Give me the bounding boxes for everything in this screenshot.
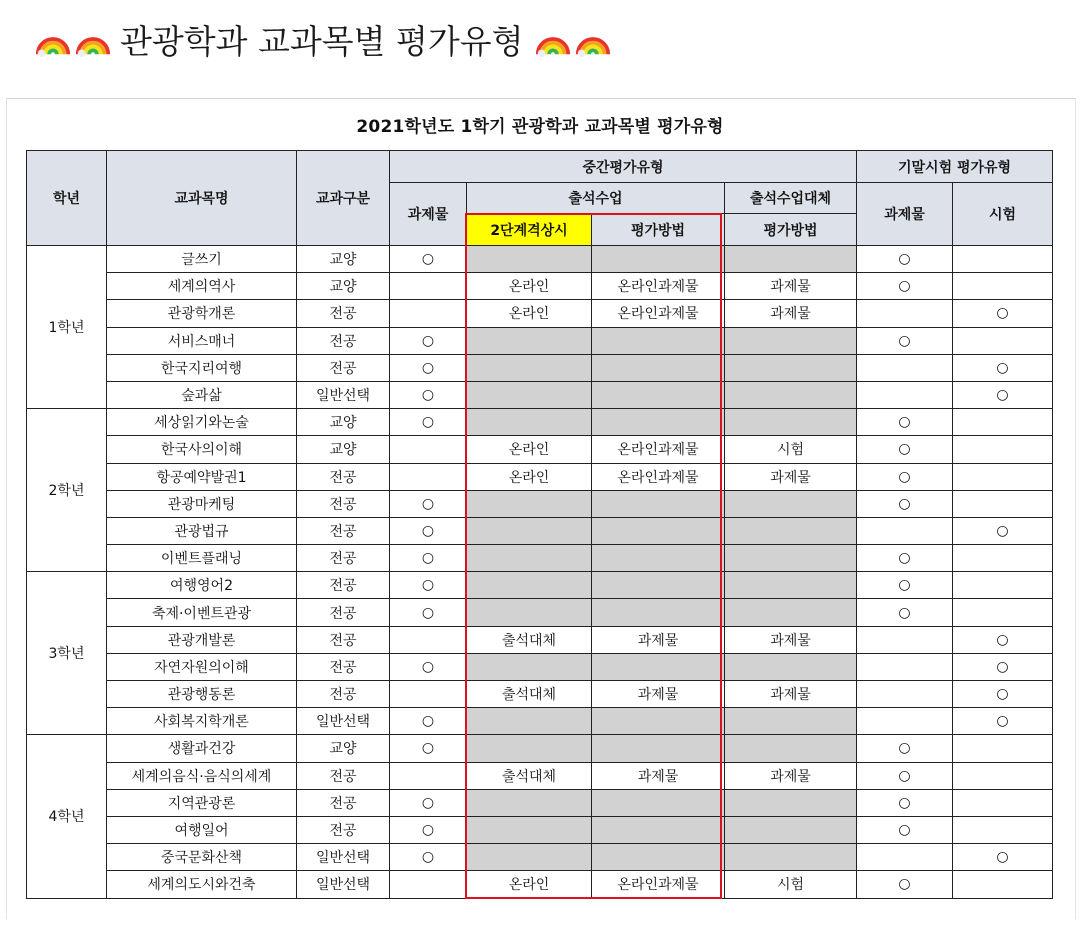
page-heading [34, 12, 614, 66]
stage2-cell [467, 789, 592, 816]
table-row [27, 653, 1053, 680]
stage2-cell [467, 844, 592, 871]
evaluation-table [26, 150, 1053, 899]
table-row [27, 871, 1053, 898]
final-exam-cell: ○ [953, 844, 1053, 871]
rainbow-icon [74, 20, 112, 58]
assignment-cell: ○ [390, 789, 467, 816]
method-cell [592, 409, 725, 436]
final-assignment-cell: ○ [857, 816, 953, 843]
method-cell [592, 545, 725, 572]
table-row [27, 409, 1053, 436]
subject-cell: 지역관광론 [107, 789, 297, 816]
category-cell: 전공 [297, 626, 390, 653]
alt-method-cell: 과제물 [725, 300, 857, 327]
stage2-cell: 출석대체 [467, 681, 592, 708]
method-cell [592, 599, 725, 626]
stage2-cell: 온라인 [467, 871, 592, 898]
assignment-cell: ○ [390, 517, 467, 544]
final-exam-cell: ○ [953, 653, 1053, 680]
table-row [27, 599, 1053, 626]
assignment-cell: ○ [390, 545, 467, 572]
header-attendance-alt: 출석수업대체 [725, 183, 857, 214]
method-cell: 과제물 [592, 626, 725, 653]
category-cell: 일반선택 [297, 381, 390, 408]
final-exam-cell [953, 816, 1053, 843]
method-cell [592, 246, 725, 273]
alt-method-cell [725, 381, 857, 408]
table-row [27, 681, 1053, 708]
assignment-cell [390, 626, 467, 653]
assignment-cell: ○ [390, 572, 467, 599]
final-assignment-cell: ○ [857, 490, 953, 517]
stage2-cell [467, 708, 592, 735]
stage2-cell [467, 381, 592, 408]
alt-method-cell: 시험 [725, 436, 857, 463]
assignment-cell [390, 681, 467, 708]
table-row [27, 354, 1053, 381]
final-assignment-cell: ○ [857, 572, 953, 599]
category-cell: 교양 [297, 409, 390, 436]
header-final-exam: 시험 [953, 183, 1053, 246]
alt-method-cell [725, 653, 857, 680]
method-cell: 온라인과제물 [592, 871, 725, 898]
table-row [27, 844, 1053, 871]
assignment-cell: ○ [390, 381, 467, 408]
final-assignment-cell [857, 653, 953, 680]
category-cell: 전공 [297, 354, 390, 381]
subject-cell: 축제·이벤트관광 [107, 599, 297, 626]
subject-cell: 중국문화산책 [107, 844, 297, 871]
alt-method-cell [725, 816, 857, 843]
stage2-cell [467, 599, 592, 626]
subject-cell: 세상읽기와논술 [107, 409, 297, 436]
assignment-cell [390, 273, 467, 300]
header-assignment: 과제물 [390, 183, 467, 246]
grade-cell: 4학년 [27, 735, 107, 898]
method-cell [592, 844, 725, 871]
table-row [27, 463, 1053, 490]
table-row [27, 762, 1053, 789]
final-exam-cell [953, 871, 1053, 898]
subject-cell: 항공예약발권1 [107, 463, 297, 490]
method-cell: 온라인과제물 [592, 436, 725, 463]
header-category: 교과구분 [297, 151, 390, 246]
final-exam-cell [953, 490, 1053, 517]
grade-cell: 3학년 [27, 572, 107, 735]
method-cell: 온라인과제물 [592, 273, 725, 300]
method-cell [592, 572, 725, 599]
alt-method-cell [725, 327, 857, 354]
final-exam-cell [953, 246, 1053, 273]
table-row [27, 246, 1053, 273]
final-assignment-cell: ○ [857, 599, 953, 626]
category-cell: 전공 [297, 300, 390, 327]
grade-cell: 1학년 [27, 246, 107, 409]
header-final-assignment: 과제물 [857, 183, 953, 246]
final-assignment-cell [857, 517, 953, 544]
final-exam-cell [953, 409, 1053, 436]
category-cell: 교양 [297, 735, 390, 762]
category-cell: 일반선택 [297, 844, 390, 871]
table-row [27, 626, 1053, 653]
table-row [27, 789, 1053, 816]
header-attendance-class: 출석수업 [467, 183, 725, 214]
category-cell: 일반선택 [297, 708, 390, 735]
table-row [27, 490, 1053, 517]
assignment-cell [390, 436, 467, 463]
table-row [27, 708, 1053, 735]
alt-method-cell: 과제물 [725, 762, 857, 789]
stage2-cell [467, 816, 592, 843]
category-cell: 전공 [297, 327, 390, 354]
final-assignment-cell [857, 300, 953, 327]
final-assignment-cell: ○ [857, 871, 953, 898]
header-stage2: 2단계격상시 [467, 214, 592, 246]
assignment-cell [390, 871, 467, 898]
final-assignment-cell: ○ [857, 409, 953, 436]
subject-cell: 세계의음식·음식의세계 [107, 762, 297, 789]
subject-cell: 자연자원의이해 [107, 653, 297, 680]
category-cell: 전공 [297, 599, 390, 626]
alt-method-cell: 과제물 [725, 273, 857, 300]
final-exam-cell [953, 735, 1053, 762]
method-cell: 과제물 [592, 681, 725, 708]
document-title: 2021학년도 1학기 관광학과 교과목별 평가유형 [356, 117, 724, 137]
alt-method-cell [725, 545, 857, 572]
subject-cell: 세계의역사 [107, 273, 297, 300]
table-row [27, 816, 1053, 843]
final-exam-cell [953, 327, 1053, 354]
grade-cell: 2학년 [27, 409, 107, 572]
final-assignment-cell: ○ [857, 735, 953, 762]
stage2-cell [467, 735, 592, 762]
method-cell [592, 708, 725, 735]
alt-method-cell: 과제물 [725, 626, 857, 653]
alt-method-cell [725, 789, 857, 816]
method-cell [592, 653, 725, 680]
assignment-cell [390, 762, 467, 789]
assignment-cell: ○ [390, 354, 467, 381]
stage2-cell: 온라인 [467, 273, 592, 300]
final-assignment-cell: ○ [857, 545, 953, 572]
final-assignment-cell [857, 381, 953, 408]
method-cell [592, 327, 725, 354]
subject-cell: 관광학개론 [107, 300, 297, 327]
method-cell [592, 381, 725, 408]
table-row [27, 735, 1053, 762]
header-method: 평가방법 [592, 214, 725, 246]
assignment-cell: ○ [390, 708, 467, 735]
header-subject: 교과목명 [107, 151, 297, 246]
table-row [27, 517, 1053, 544]
stage2-cell [467, 409, 592, 436]
final-exam-cell: ○ [953, 300, 1053, 327]
assignment-cell: ○ [390, 246, 467, 273]
final-assignment-cell [857, 681, 953, 708]
subject-cell: 관광개발론 [107, 626, 297, 653]
stage2-cell [467, 653, 592, 680]
final-exam-cell [953, 599, 1053, 626]
alt-method-cell [725, 517, 857, 544]
table-row [27, 273, 1053, 300]
table-row [27, 327, 1053, 354]
assignment-cell: ○ [390, 599, 467, 626]
method-cell [592, 354, 725, 381]
final-assignment-cell: ○ [857, 436, 953, 463]
category-cell: 전공 [297, 762, 390, 789]
subject-cell: 관광법규 [107, 517, 297, 544]
final-exam-cell: ○ [953, 708, 1053, 735]
assignment-cell: ○ [390, 490, 467, 517]
stage2-cell [467, 246, 592, 273]
alt-method-cell [725, 490, 857, 517]
category-cell: 교양 [297, 273, 390, 300]
assignment-cell: ○ [390, 327, 467, 354]
rainbow-icon [34, 20, 72, 58]
category-cell: 전공 [297, 490, 390, 517]
final-exam-cell [953, 273, 1053, 300]
alt-method-cell: 시험 [725, 871, 857, 898]
stage2-cell [467, 490, 592, 517]
subject-cell: 한국사의이해 [107, 436, 297, 463]
assignment-cell: ○ [390, 653, 467, 680]
final-exam-cell [953, 789, 1053, 816]
rainbow-icon [534, 20, 572, 58]
subject-cell: 여행일어 [107, 816, 297, 843]
alt-method-cell [725, 599, 857, 626]
final-assignment-cell: ○ [857, 463, 953, 490]
subject-cell: 숲과삶 [107, 381, 297, 408]
final-assignment-cell: ○ [857, 246, 953, 273]
table-body [27, 246, 1053, 899]
final-assignment-cell: ○ [857, 327, 953, 354]
subject-cell: 관광마케팅 [107, 490, 297, 517]
final-exam-cell: ○ [953, 354, 1053, 381]
stage2-cell [467, 545, 592, 572]
table-row [27, 381, 1053, 408]
alt-method-cell [725, 572, 857, 599]
category-cell: 전공 [297, 789, 390, 816]
subject-cell: 글쓰기 [107, 246, 297, 273]
category-cell: 전공 [297, 653, 390, 680]
final-exam-cell: ○ [953, 681, 1053, 708]
alt-method-cell [725, 844, 857, 871]
final-assignment-cell [857, 708, 953, 735]
assignment-cell: ○ [390, 844, 467, 871]
method-cell [592, 517, 725, 544]
category-cell: 전공 [297, 572, 390, 599]
stage2-cell [467, 517, 592, 544]
subject-cell: 생활과건강 [107, 735, 297, 762]
category-cell: 전공 [297, 463, 390, 490]
subject-cell: 이벤트플래닝 [107, 545, 297, 572]
alt-method-cell [725, 246, 857, 273]
subject-cell: 서비스매너 [107, 327, 297, 354]
assignment-cell [390, 300, 467, 327]
subject-cell: 사회복지학개론 [107, 708, 297, 735]
subject-cell: 관광행동론 [107, 681, 297, 708]
subject-cell: 여행영어2 [107, 572, 297, 599]
method-cell: 온라인과제물 [592, 463, 725, 490]
alt-method-cell: 과제물 [725, 681, 857, 708]
assignment-cell: ○ [390, 735, 467, 762]
method-cell [592, 735, 725, 762]
final-exam-cell: ○ [953, 626, 1053, 653]
header-grade: 학년 [27, 151, 107, 246]
final-exam-cell [953, 762, 1053, 789]
assignment-cell [390, 463, 467, 490]
final-exam-cell [953, 545, 1053, 572]
category-cell: 전공 [297, 517, 390, 544]
stage2-cell: 온라인 [467, 300, 592, 327]
final-assignment-cell [857, 844, 953, 871]
alt-method-cell [725, 354, 857, 381]
table-row [27, 545, 1053, 572]
category-cell: 전공 [297, 545, 390, 572]
stage2-cell [467, 354, 592, 381]
final-assignment-cell [857, 626, 953, 653]
stage2-cell: 온라인 [467, 463, 592, 490]
table-row [27, 572, 1053, 599]
assignment-cell: ○ [390, 816, 467, 843]
final-exam-cell: ○ [953, 381, 1053, 408]
assignment-cell: ○ [390, 409, 467, 436]
stage2-cell [467, 572, 592, 599]
stage2-cell: 출석대체 [467, 762, 592, 789]
table-row [27, 300, 1053, 327]
final-exam-cell [953, 572, 1053, 599]
alt-method-cell [725, 409, 857, 436]
header-midterm: 중간평가유형 [390, 151, 857, 183]
stage2-cell [467, 327, 592, 354]
category-cell: 교양 [297, 436, 390, 463]
final-assignment-cell: ○ [857, 789, 953, 816]
final-assignment-cell: ○ [857, 273, 953, 300]
table-row [27, 436, 1053, 463]
category-cell: 교양 [297, 246, 390, 273]
final-assignment-cell [857, 354, 953, 381]
final-exam-cell [953, 463, 1053, 490]
final-exam-cell [953, 436, 1053, 463]
subject-cell: 세계의도시와건축 [107, 871, 297, 898]
category-cell: 전공 [297, 816, 390, 843]
category-cell: 전공 [297, 681, 390, 708]
final-assignment-cell: ○ [857, 762, 953, 789]
stage2-cell: 온라인 [467, 436, 592, 463]
alt-method-cell [725, 708, 857, 735]
method-cell [592, 490, 725, 517]
method-cell: 온라인과제물 [592, 300, 725, 327]
header-final: 기말시험 평가유형 [857, 151, 1053, 183]
header-alt-method: 평가방법 [725, 214, 857, 246]
method-cell [592, 789, 725, 816]
method-cell: 과제물 [592, 762, 725, 789]
stage2-cell: 출석대체 [467, 626, 592, 653]
rainbow-icon [574, 20, 612, 58]
category-cell: 일반선택 [297, 871, 390, 898]
method-cell [592, 816, 725, 843]
subject-cell: 한국지리여행 [107, 354, 297, 381]
page-heading-text: 관광학과 교과목별 평가유형 [120, 21, 524, 61]
final-exam-cell: ○ [953, 517, 1053, 544]
alt-method-cell: 과제물 [725, 463, 857, 490]
alt-method-cell [725, 735, 857, 762]
